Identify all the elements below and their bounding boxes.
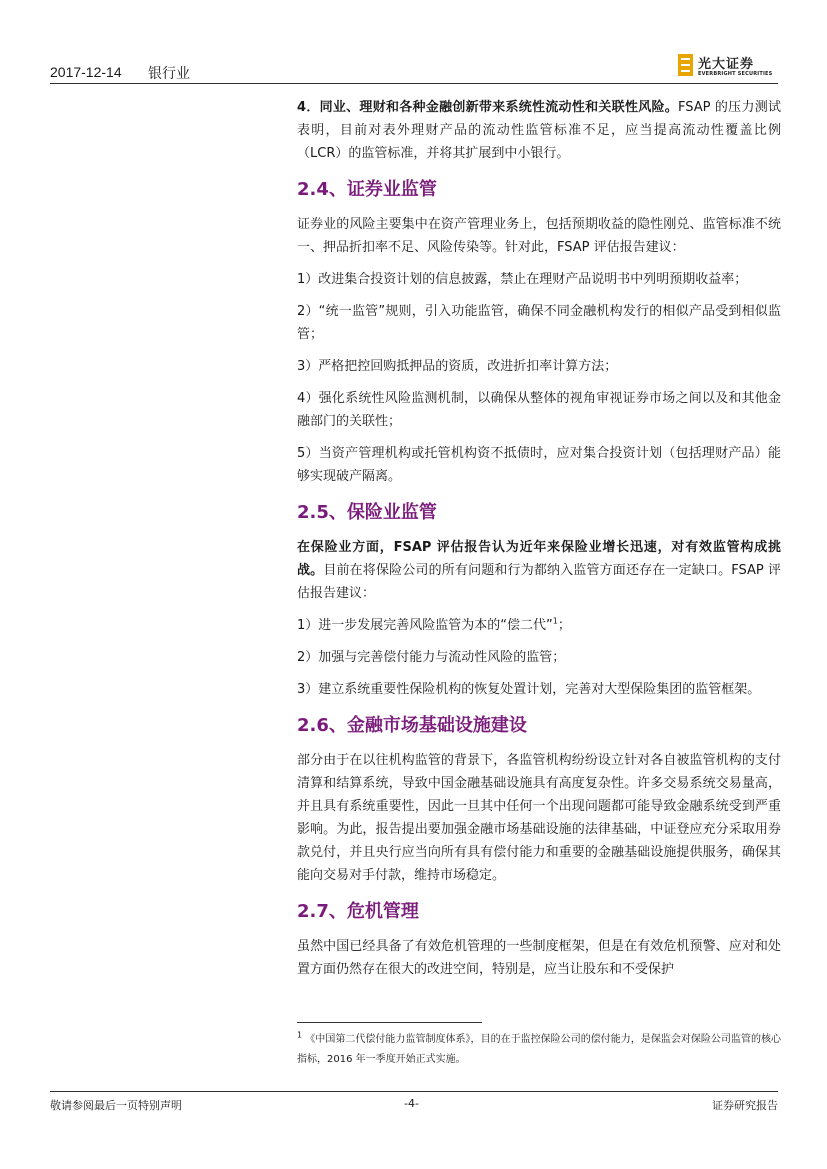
footnote [297, 1030, 781, 1070]
insurance-intro-body: 目前在将保险公司的所有问题和行为都纳入监管方面还存在一定缺口。FSAP 评估报告建议： [297, 563, 781, 601]
securities-item-1: 1）改进集合投资计划的信息披露，禁止在理财产品说明书中列明预期收益率； [297, 272, 748, 287]
footnote-divider [297, 1022, 482, 1023]
footnote-mark: 1 [297, 1030, 303, 1040]
liquidity-risk-lead: 4．同业、理财和各种金融创新带来系统性流动性和关联性风险。 [297, 100, 679, 115]
insurance-item-1-end: ； [557, 618, 571, 633]
header-divider [50, 83, 778, 84]
footer-divider [50, 1091, 778, 1092]
everbright-logo-icon [678, 54, 693, 76]
securities-item-5: 5）当资产管理机构或托管机构资不抵债时，应对集合投资计划（包括理财产品）能够实现破产隔离。 [297, 446, 781, 484]
report-date: 2017-12-14 [50, 64, 122, 80]
paragraph-infrastructure: 部分由于在以往机构监管的背景下，各监管机构纷纷设立针对各自被监管机构的支付清算和结算系统，导致中国金融基础设施具有高度复杂性。许多交易系统交易量高，并且具有系统重要性，因此一旦其中任何一个出现问题都可能导致金融系统受到严重影响。为此，报告提出要加强金融市场基础设施的法律基础，中证登应充分采取用券款兑付，并且央行应当向所有具有偿付能力和重要的金融基础设施提供服务，确保其能向交易对手付款，维持市场稳定。 [297, 753, 781, 883]
disclaimer-notice: 敬请参阅最后一页特别声明 [50, 1099, 182, 1112]
logo-text-en: EVERBRIGHT SECURITIES [698, 71, 773, 77]
insurance-item-2: 2）加强与完善偿付能力与流动性风险的监管； [297, 650, 566, 665]
paragraph-liquidity-risk [297, 96, 781, 165]
paragraph-insurance-intro [297, 536, 781, 605]
footnote-ref[interactable]: 1 [552, 616, 558, 626]
securities-item-4: 4）强化系统性风险监测机制，以确保从整体的视角审视证券市场之间以及和其他金融部门的关联性； [297, 391, 781, 429]
page-header [50, 50, 778, 82]
securities-item-3: 3）严格把控回购抵押品的资质，改进折扣率计算方法； [297, 359, 618, 374]
logo-text-cn: 光大证券 [698, 57, 755, 72]
main-content [297, 96, 781, 990]
insurance-item-1-text: 1）进一步发展完善风险监管为本的“偿二代” [297, 618, 553, 633]
insurance-item-3: 3）建立系统重要性保险机构的恢复处置计划，完善对大型保险集团的监管框架。 [297, 682, 761, 697]
footnote-text: 《中国第二代偿付能力监管制度体系》，目的在于监控保险公司的偿付能力，是保监会对保险公司监管的核心指标，2016 年一季度开始正式实施。 [297, 1034, 781, 1065]
section-heading-2-6: 2.6、金融市场基础设施建设 [297, 715, 527, 736]
everbright-logo [678, 52, 778, 80]
section-heading-2-5: 2.5、保险业监管 [297, 502, 437, 523]
insurance-intro-lead: 在保险业方面，FSAP 评估报告认为近年来保险业增长迅速，对有效监管构成挑战。 [297, 540, 781, 578]
page-number: -4- [404, 1097, 419, 1110]
insurance-item-1 [297, 614, 781, 637]
section-heading-2-4: 2.4、证券业监管 [297, 179, 437, 200]
paragraph-securities-intro: 证券业的风险主要集中在资产管理业务上，包括预期收益的隐性刚兑、监管标准不统一、押品折扣率不足、风险传染等。针对此，FSAP 评估报告建议： [297, 217, 781, 255]
industry-label: 银行业 [148, 66, 190, 82]
report-type: 证券研究报告 [712, 1099, 778, 1112]
liquidity-risk-body: FSAP 的压力测试表明，目前对表外理财产品的流动性监管标准不足，应当提高流动性覆盖比例（LCR）的监管标准，并将其扩展到中小银行。 [297, 100, 781, 161]
paragraph-crisis-management: 虽然中国已经具备了有效危机管理的一些制度框架，但是在有效危机预警、应对和处置方面仍然存在很大的改进空间，特别是，应当让股东和不受保护 [297, 939, 781, 977]
securities-item-2: 2）“统一监管”规则，引入功能监管，确保不同金融机构发行的相似产品受到相似监管； [297, 304, 781, 342]
section-heading-2-7: 2.7、危机管理 [297, 901, 419, 922]
